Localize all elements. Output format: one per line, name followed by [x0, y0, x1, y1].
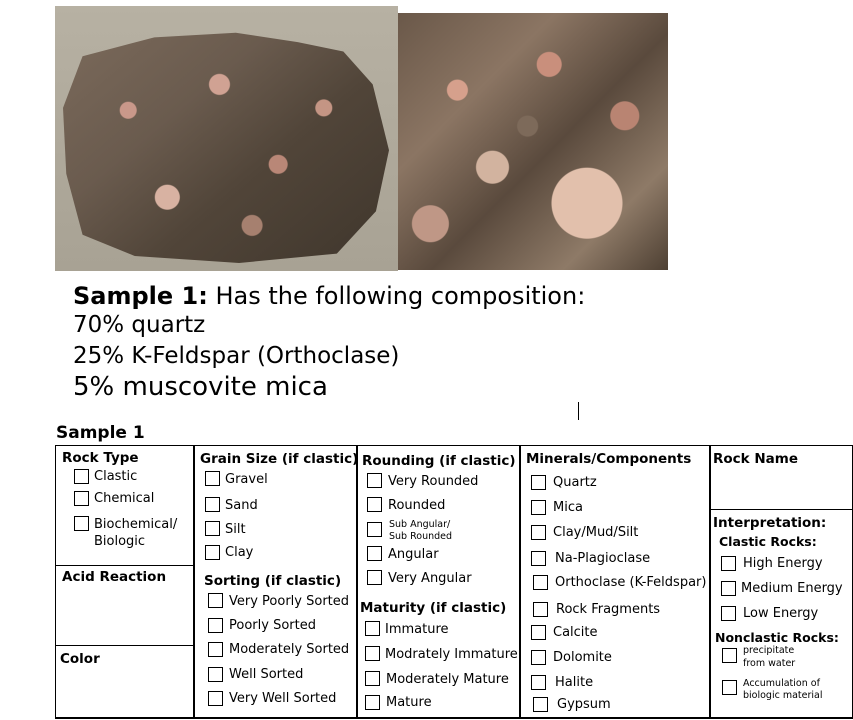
acid-reaction-header: Acid Reaction — [62, 569, 167, 585]
energy-low-checkbox[interactable] — [721, 606, 736, 621]
rock-type-chemical-checkbox[interactable] — [74, 491, 89, 506]
nonclastic-precipitate-checkbox[interactable] — [722, 648, 737, 663]
minerals-header: Minerals/Components — [526, 451, 692, 467]
mineral-gypsum-checkbox[interactable] — [533, 697, 548, 712]
maturity-immature-label: Immature — [385, 622, 449, 637]
rock-type-header: Rock Type — [62, 450, 139, 466]
sorting-very-well-checkbox[interactable] — [208, 691, 223, 706]
grain-size-clay-label: Clay — [225, 545, 254, 560]
mineral-orthoclase-checkbox[interactable] — [533, 575, 548, 590]
sorting-well-label: Well Sorted — [229, 667, 304, 682]
energy-medium-checkbox[interactable] — [721, 581, 736, 596]
nonclastic-biologic-label-1: Accumulation of — [743, 678, 820, 689]
mineral-orthoclase-label: Orthoclase (K-Feldspar) — [555, 575, 707, 590]
mineral-calcite-checkbox[interactable] — [531, 625, 546, 640]
rounding-very-rounded-checkbox[interactable] — [367, 473, 382, 488]
rounding-rounded-checkbox[interactable] — [367, 497, 382, 512]
mineral-na-plagioclase-label: Na-Plagioclase — [555, 551, 651, 566]
sample-description-title: Sample 1: Has the following composition: — [73, 282, 586, 310]
rock-closeup-photo — [398, 13, 668, 270]
sorting-moderately-label: Moderately Sorted — [229, 642, 350, 657]
maturity-modrately-immature-label: Modrately Immature — [385, 647, 518, 662]
mineral-quartz-label: Quartz — [553, 475, 597, 490]
energy-medium-label: Medium Energy — [741, 581, 843, 596]
sorting-poorly-label: Poorly Sorted — [229, 618, 316, 633]
maturity-moderately-mature-label: Moderately Mature — [386, 672, 509, 687]
rock-type-biologic-label: Biologic — [94, 534, 146, 549]
energy-low-label: Low Energy — [743, 606, 819, 621]
nonclastic-biologic-checkbox[interactable] — [722, 680, 737, 695]
maturity-modrately-immature-checkbox[interactable] — [365, 646, 380, 661]
grain-size-sand-checkbox[interactable] — [205, 497, 220, 512]
grain-size-header: Grain Size (if clastic) — [200, 451, 359, 467]
maturity-mature-label: Mature — [386, 695, 432, 710]
grain-size-sand-label: Sand — [225, 498, 258, 513]
mineral-clay-checkbox[interactable] — [531, 525, 546, 540]
energy-high-checkbox[interactable] — [721, 556, 736, 571]
nonclastic-precipitate-label-1: precipitate — [743, 645, 795, 656]
grain-size-gravel-checkbox[interactable] — [205, 471, 220, 486]
rounding-sub-angular-checkbox[interactable] — [367, 522, 382, 537]
maturity-mature-checkbox[interactable] — [365, 695, 380, 710]
form-heading: Sample 1 — [56, 423, 145, 443]
composition-line-quartz: 70% quartz — [73, 312, 206, 338]
rock-specimen — [63, 28, 389, 263]
maturity-immature-checkbox[interactable] — [365, 621, 380, 636]
composition-line-mica: 5% muscovite mica — [73, 372, 328, 402]
rock-name-header: Rock Name — [713, 451, 798, 467]
mineral-mica-checkbox[interactable] — [531, 500, 546, 515]
grain-size-clay-checkbox[interactable] — [205, 545, 220, 560]
grain-size-silt-checkbox[interactable] — [205, 521, 220, 536]
rock-type-biochemical-label: Biochemical/ — [94, 517, 178, 532]
mineral-dolomite-checkbox[interactable] — [531, 650, 546, 665]
mineral-mica-label: Mica — [553, 500, 583, 515]
mineral-na-plagioclase-checkbox[interactable] — [531, 551, 546, 566]
rock-type-clastic-checkbox[interactable] — [74, 469, 89, 484]
interpretation-header: Interpretation: — [713, 515, 827, 531]
mineral-calcite-label: Calcite — [553, 625, 598, 640]
rounding-very-rounded-label: Very Rounded — [388, 474, 479, 489]
sorting-moderately-checkbox[interactable] — [208, 642, 223, 657]
sorting-very-poorly-label: Very Poorly Sorted — [229, 594, 350, 609]
mineral-quartz-checkbox[interactable] — [531, 475, 546, 490]
rock-type-chemical-label: Chemical — [94, 491, 155, 506]
rounding-angular-label: Angular — [388, 547, 439, 562]
sorting-poorly-checkbox[interactable] — [208, 618, 223, 633]
sorting-well-checkbox[interactable] — [208, 667, 223, 682]
text-cursor — [578, 402, 579, 420]
nonclastic-biologic-label-2: biologic material — [743, 690, 823, 701]
rounding-very-angular-label: Very Angular — [388, 571, 472, 586]
mineral-gypsum-label: Gypsum — [557, 697, 611, 712]
mineral-dolomite-label: Dolomite — [553, 650, 612, 665]
rounding-rounded-label: Rounded — [388, 498, 446, 513]
nonclastic-rocks-header: Nonclastic Rocks: — [715, 630, 839, 645]
color-header: Color — [60, 651, 100, 667]
nonclastic-precipitate-label-2: from water — [743, 658, 796, 669]
rounding-sub-rounded-label: Sub Rounded — [389, 531, 453, 542]
rock-type-biochemical-checkbox[interactable] — [74, 516, 89, 531]
maturity-moderately-mature-checkbox[interactable] — [365, 671, 380, 686]
sorting-header: Sorting (if clastic) — [204, 573, 342, 589]
maturity-header: Maturity (if clastic) — [360, 600, 507, 616]
rock-sample-photo — [55, 6, 398, 271]
composition-line-kfeldspar: 25% K-Feldspar (Orthoclase) — [73, 343, 400, 369]
rounding-header: Rounding (if clastic) — [362, 453, 516, 469]
mineral-rock-fragments-label: Rock Fragments — [556, 602, 661, 617]
grain-size-gravel-label: Gravel — [225, 472, 268, 487]
sorting-very-well-label: Very Well Sorted — [229, 691, 337, 706]
mineral-clay-label: Clay/Mud/Silt — [553, 525, 639, 540]
mineral-halite-checkbox[interactable] — [531, 675, 546, 690]
mineral-rock-fragments-checkbox[interactable] — [533, 602, 548, 617]
rounding-very-angular-checkbox[interactable] — [367, 570, 382, 585]
rounding-sub-angular-label: Sub Angular/ — [389, 519, 451, 530]
sorting-very-poorly-checkbox[interactable] — [208, 593, 223, 608]
rock-type-clastic-label: Clastic — [94, 469, 138, 484]
mineral-halite-label: Halite — [555, 675, 594, 690]
rounding-angular-checkbox[interactable] — [367, 546, 382, 561]
grain-size-silt-label: Silt — [225, 522, 246, 537]
energy-high-label: High Energy — [743, 556, 823, 571]
clastic-rocks-header: Clastic Rocks: — [719, 534, 817, 549]
